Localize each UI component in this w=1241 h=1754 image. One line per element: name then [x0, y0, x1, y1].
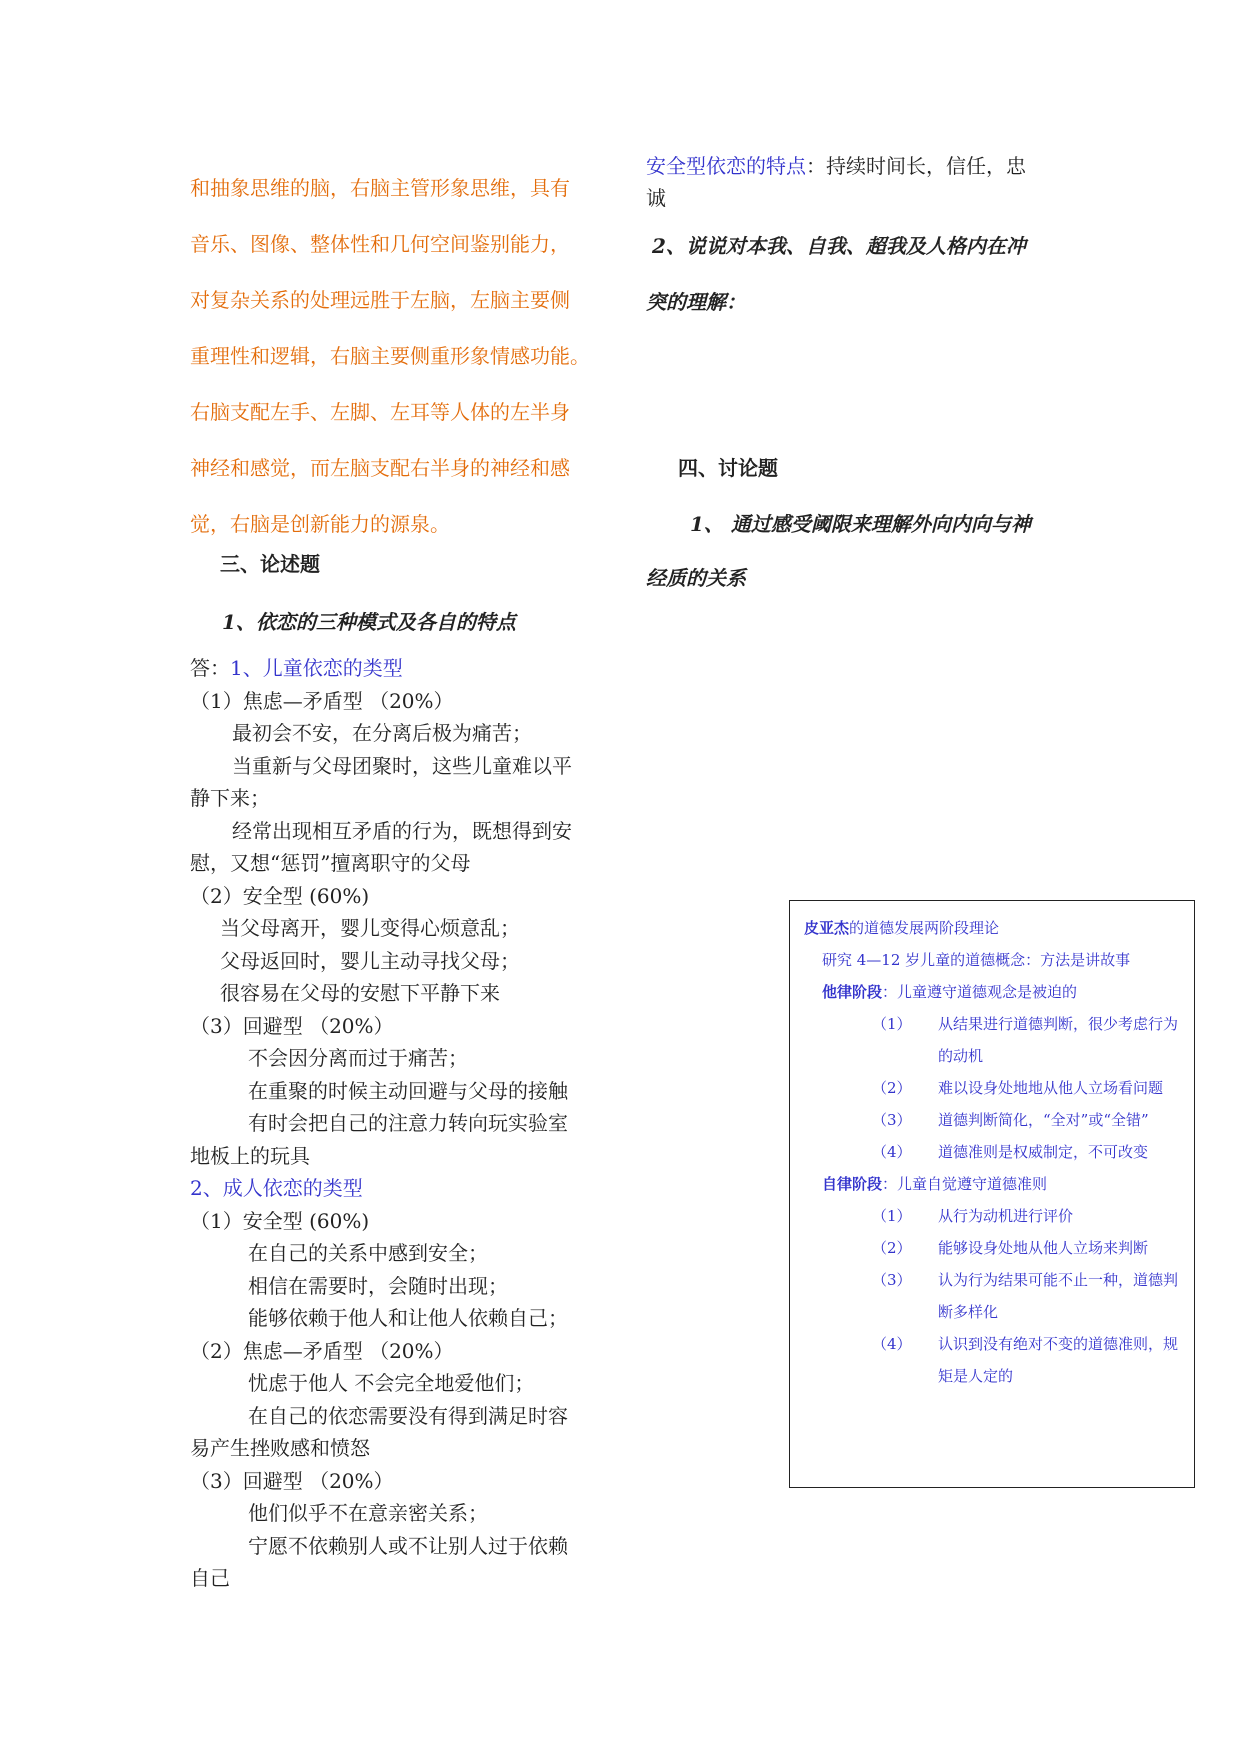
secure-text: ：持续时间长，信任，忠	[806, 154, 1026, 178]
item-text: 道德判断简化，“全对”或“全错”	[938, 1111, 1149, 1129]
item-number: （2）	[872, 1239, 912, 1257]
list-item: 自己	[190, 1566, 230, 1590]
list-item: 忧虑于他人 不会完全地爱他们；	[248, 1371, 535, 1395]
list-item: 在重聚的时候主动回避与父母的接触	[248, 1078, 568, 1103]
brain-paragraph	[190, 160, 610, 552]
list-item: 易产生挫败感和愤怒	[190, 1436, 370, 1460]
box-title	[804, 917, 999, 938]
item-text-cont: 的动机	[938, 1047, 984, 1065]
item-number: （1）	[872, 1207, 912, 1225]
question-attachment-modes: 1、依恋的三种模式及各自的特点	[222, 610, 516, 634]
list-item: 在自己的依恋需要没有得到满足时容	[248, 1403, 568, 1428]
answer-child-title	[190, 652, 620, 685]
heteronomy-stage	[822, 981, 1077, 1002]
question-threshold-line1: 1、 通过感受阈限来理解外向内向与神	[690, 512, 1031, 536]
list-item: 地板上的玩具	[190, 1143, 310, 1168]
box-title-bold: 皮亚杰	[804, 919, 850, 937]
question-personality-line2: 突的理解：	[646, 290, 746, 314]
item-text: 难以设身处地地从他人立场看问题	[938, 1079, 1164, 1097]
item-text-cont: 断多样化	[938, 1303, 999, 1321]
question-personality-line1: 2、说说对本我、自我、超我及人格内在冲	[652, 234, 1026, 258]
list-item: 父母返回时，婴儿主动寻找父母；	[220, 948, 520, 973]
list-item: 能够依赖于他人和让他人依赖自己；	[248, 1306, 568, 1330]
list-item: 静下来；	[190, 786, 270, 810]
list-item: 相信在需要时，会随时出现；	[248, 1273, 508, 1298]
list-item: （2）焦虑—矛盾型 （20%）	[190, 1338, 454, 1363]
list-item: 当父母离开，婴儿变得心烦意乱；	[220, 916, 520, 940]
item-number: （3）	[872, 1271, 912, 1289]
item-text: 认识到没有绝对不变的道德准则，规	[938, 1335, 1179, 1353]
box-title-rest: 的道德发展两阶段理论	[849, 919, 1000, 937]
question-threshold-line2: 经质的关系	[646, 566, 746, 590]
section-heading-discussion: 四、讨论题	[678, 456, 778, 480]
item-number: （4）	[872, 1335, 912, 1353]
autonomy-label: 自律阶段	[822, 1175, 883, 1193]
item-text: 能够设身处地从他人立场来判断	[938, 1239, 1149, 1257]
autonomy-stage	[822, 1173, 1047, 1194]
list-item: 最初会不安，在分离后极为痛苦；	[232, 721, 532, 745]
paragraph-line: 重理性和逻辑，右脑主要侧重形象情感功能。	[190, 344, 590, 368]
item-number: （4）	[872, 1143, 912, 1161]
adult-attachment-title: 2、成人依恋的类型	[190, 1176, 363, 1200]
item-text: 从行为动机进行评价	[938, 1207, 1074, 1225]
item-number: （1）	[872, 1015, 912, 1033]
item-text-cont: 矩是人定的	[938, 1367, 1014, 1385]
list-item: （1）焦虑—矛盾型 （20%）	[190, 688, 454, 713]
item-text: 道德准则是权威制定，不可改变	[938, 1143, 1149, 1161]
item-number: （3）	[872, 1111, 912, 1129]
secure-label: 安全型依恋的特点	[646, 154, 806, 178]
list-item: 在自己的关系中感到安全；	[248, 1241, 488, 1265]
answer-block	[190, 652, 620, 1595]
box-study: 研究 4—12 岁儿童的道德概念：方法是讲故事	[822, 951, 1131, 969]
heteronomy-desc: ：儿童遵守道德观念是被迫的	[882, 983, 1078, 1001]
answer-prefix: 答：	[190, 656, 230, 680]
item-text: 从结果进行道德判断，很少考虑行为	[938, 1015, 1179, 1033]
list-item: 他们似乎不在意亲密关系；	[248, 1501, 488, 1525]
list-item: 宁愿不依赖别人或不让别人过于依赖	[248, 1533, 568, 1558]
list-item: 当重新与父母团聚时，这些儿童难以平	[232, 753, 572, 778]
list-item: （1）安全型 (60%)	[190, 1208, 370, 1233]
list-item: 不会因分离而过于痛苦；	[248, 1046, 468, 1070]
paragraph-line: 觉，右脑是创新能力的源泉。	[190, 512, 450, 536]
item-text: 认为行为结果可能不止一种，道德判	[938, 1271, 1179, 1289]
paragraph-line: 神经和感觉，而左脑支配右半身的神经和感	[190, 456, 570, 480]
list-item: 经常出现相互矛盾的行为，既想得到安	[232, 818, 572, 843]
heteronomy-label: 他律阶段	[822, 983, 883, 1001]
paragraph-line: 和抽象思维的脑，右脑主管形象思维，具有	[190, 176, 570, 200]
list-item: 有时会把自己的注意力转向玩实验室	[248, 1111, 568, 1135]
autonomy-desc: ：儿童自觉遵守道德准则	[882, 1175, 1048, 1193]
list-item: （3）回避型 （20%）	[190, 1013, 394, 1038]
piaget-theory-box	[789, 900, 1195, 1488]
child-attachment-title: 1、儿童依恋的类型	[230, 656, 403, 680]
paragraph-line: 对复杂关系的处理远胜于左脑，左脑主要侧	[190, 288, 570, 312]
section-heading-essay: 三、论述题	[220, 552, 320, 576]
paragraph-line: 右脑支配左手、左脚、左耳等人体的左半身	[190, 400, 570, 424]
item-number: （2）	[872, 1079, 912, 1097]
paragraph-line: 音乐、图像、整体性和几何空间鉴别能力，	[190, 232, 570, 256]
list-item: 很容易在父母的安慰下平静下来	[220, 981, 500, 1005]
list-item: 慰，又想“惩罚”擅离职守的父母	[190, 851, 471, 875]
secure-attachment-note	[646, 150, 1066, 214]
secure-text-cont: 诚	[646, 186, 666, 210]
list-item: （2）安全型 (60%)	[190, 883, 370, 908]
list-item: （3）回避型 （20%）	[190, 1468, 394, 1493]
